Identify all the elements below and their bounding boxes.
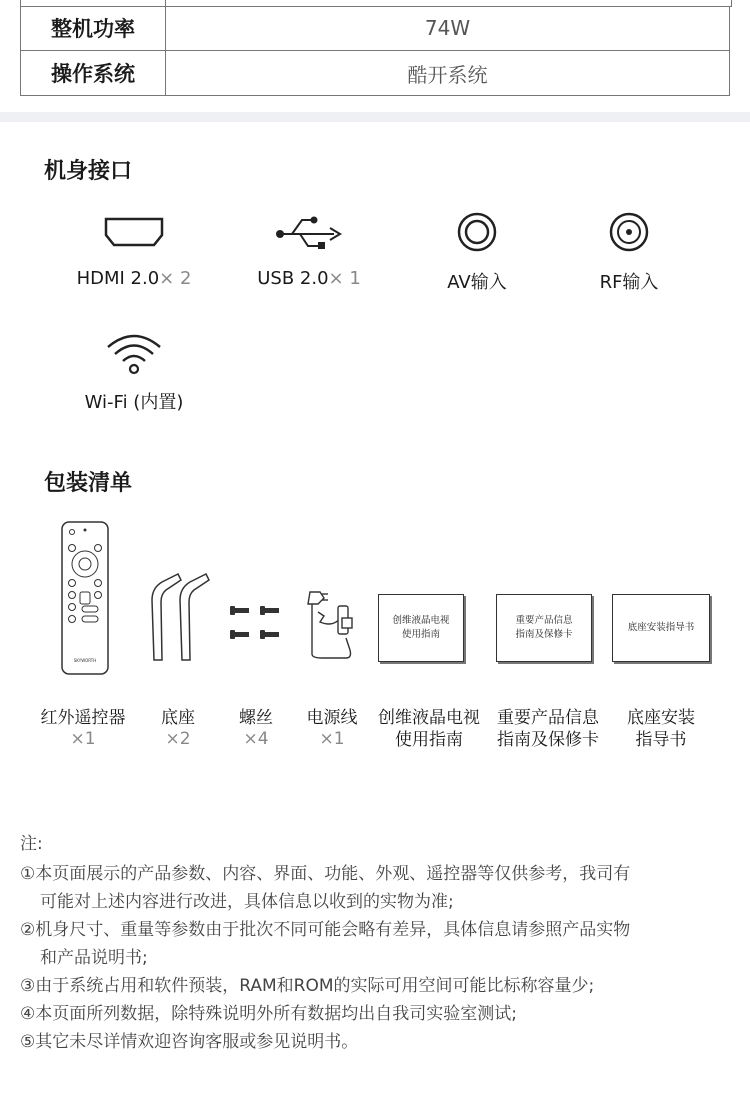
package-item-user-guide	[372, 707, 486, 751]
spec-value: 74W	[166, 6, 730, 50]
package-item-screws	[216, 707, 296, 749]
port-label: Wi-Fi (内置)	[84, 392, 184, 413]
package-item-name: 底座	[161, 708, 195, 728]
port-multiplier: × 2	[159, 268, 192, 289]
package-item-name: 电源线	[306, 708, 358, 728]
notes-block	[20, 830, 730, 1056]
port-label: USB 2.0	[257, 268, 329, 289]
spec-row-power	[20, 6, 730, 51]
package-item-qty: ×4	[243, 729, 269, 749]
package-item-qty: ×1	[319, 729, 345, 749]
package-item-name: 红外遥控器	[40, 708, 126, 728]
port-hdmi	[54, 208, 214, 289]
av-port-icon	[455, 210, 499, 254]
remote-control-image	[60, 520, 110, 676]
note-line: ⑤其它未尽详情欢迎咨询客服或参见说明书。	[20, 1032, 359, 1052]
package-item-power-cable	[292, 707, 372, 749]
port-usb	[229, 208, 389, 289]
booklet-title: 创维液晶电视 使用指南	[392, 615, 450, 640]
section-divider-band	[0, 112, 750, 122]
port-label: RF输入	[599, 272, 659, 293]
package-item-name: 创维液晶电视 使用指南	[378, 708, 480, 750]
package-item-name: 螺丝	[239, 708, 273, 728]
spec-value: 酷开系统	[166, 51, 730, 95]
package-item-qty: ×1	[70, 729, 96, 749]
note-line: ②机身尺寸、重量等参数由于批次不同可能会略有差异，具体信息请参照产品实物	[20, 920, 631, 940]
port-av	[397, 208, 557, 294]
booklet-title: 重要产品信息 指南及保修卡	[515, 615, 573, 640]
user-guide-booklet	[378, 594, 464, 662]
package-item-name: 底座安装 指导书	[627, 708, 695, 750]
spec-row-os	[20, 51, 730, 96]
hdmi-icon	[102, 215, 166, 249]
stand-legs-image	[148, 570, 214, 662]
package-section-title: 包装清单	[44, 471, 133, 496]
note-line: 可能对上述内容进行改进，具体信息以收到的实物为准;	[40, 892, 454, 912]
spec-key: 整机功率	[20, 6, 166, 50]
port-label: AV输入	[447, 272, 507, 293]
remote-brand-logo: SKYWORTH	[73, 658, 97, 663]
note-line: ④本页面所列数据，除特殊说明外所有数据均出自我司实验室测试;	[20, 1004, 517, 1024]
port-label: HDMI 2.0	[76, 268, 160, 289]
rf-port-icon	[607, 210, 651, 254]
port-rf	[549, 208, 709, 294]
package-item-qty: ×2	[165, 729, 191, 749]
port-wifi	[54, 328, 214, 414]
screws-image	[228, 602, 284, 644]
note-line: 和产品说明书;	[40, 948, 148, 968]
spec-key: 操作系统	[20, 51, 166, 95]
notes-title: 注:	[20, 834, 43, 854]
package-item-name: 重要产品信息 指南及保修卡	[497, 708, 599, 750]
package-item-warranty	[490, 707, 606, 751]
port-multiplier: × 1	[328, 268, 361, 289]
note-line: ①本页面展示的产品参数、内容、界面、功能、外观、遥控器等仅供参考，我司有	[20, 864, 631, 884]
ports-section-title: 机身接口	[44, 159, 133, 184]
booklet-title: 底座安装指导书	[627, 622, 695, 633]
warranty-card-booklet	[496, 594, 592, 662]
stand-install-booklet	[612, 594, 710, 662]
note-line: ③由于系统占用和软件预装，RAM和ROM的实际可用空间可能比标称容量少;	[20, 976, 595, 996]
usb-icon	[274, 212, 344, 252]
package-item-stand	[138, 707, 218, 749]
package-item-remote	[28, 707, 138, 749]
package-item-install-guide	[606, 707, 716, 751]
wifi-icon	[104, 329, 164, 375]
power-cable-image	[302, 588, 360, 662]
